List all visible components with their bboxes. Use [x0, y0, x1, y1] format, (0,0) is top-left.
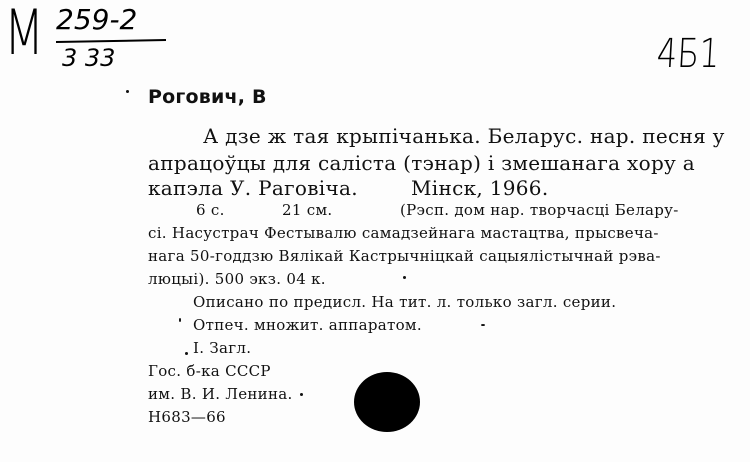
handwritten-sub-number: 3 33 — [62, 44, 116, 72]
desc-line-3: нага 50-годдзю Вялікай Кастрычніцкай сацыялістычнай рэва- — [148, 247, 661, 265]
dust-speck — [403, 276, 406, 279]
handwritten-call-letter: М — [4, 0, 45, 69]
note-tracing: I. Загл. — [193, 339, 252, 357]
author-heading: Рогович, В — [148, 86, 267, 108]
library-name: Гос. б-ка СССР — [148, 362, 271, 380]
title-line-place-date: Мінск, 1966. — [411, 176, 549, 200]
handwritten-underline — [56, 39, 166, 43]
title-line-2: апрацоўцы для саліста (тэнар) і змешанага хору а — [148, 151, 695, 175]
punch-hole — [354, 372, 420, 432]
note-printing: Отпеч. множит. аппаратом. — [193, 316, 422, 334]
handwritten-call-number: 259-2 — [56, 3, 138, 36]
desc-publisher-start: (Рэсп. дом нар. творчасці Белару- — [400, 201, 679, 219]
library-card-number: Н683—66 — [148, 408, 226, 426]
desc-pages: 6 с. — [196, 201, 225, 219]
dust-speck — [300, 393, 303, 396]
title-line-3: капэла У. Раговіча. — [148, 176, 358, 200]
title-line-1: А дзе ж тая крыпічанька. Беларус. нар. песня у — [203, 124, 725, 148]
desc-line-4: люцыі). 500 экз. 04 к. — [148, 270, 326, 288]
dust-speck — [179, 318, 181, 322]
desc-size: 21 см. — [282, 201, 333, 219]
library-dedication: им. В. И. Ленина. — [148, 385, 293, 403]
dust-speck — [481, 324, 485, 326]
handwritten-corner-mark: 4Б1 — [655, 31, 721, 77]
note-description: Описано по предисл. На тит. л. только загл. серии. — [193, 293, 617, 311]
dust-speck — [126, 90, 129, 93]
dust-speck — [185, 352, 188, 355]
desc-line-2: сі. Насустрач Фестывалю самадзейнага мастацтва, прысвеча- — [148, 224, 659, 242]
